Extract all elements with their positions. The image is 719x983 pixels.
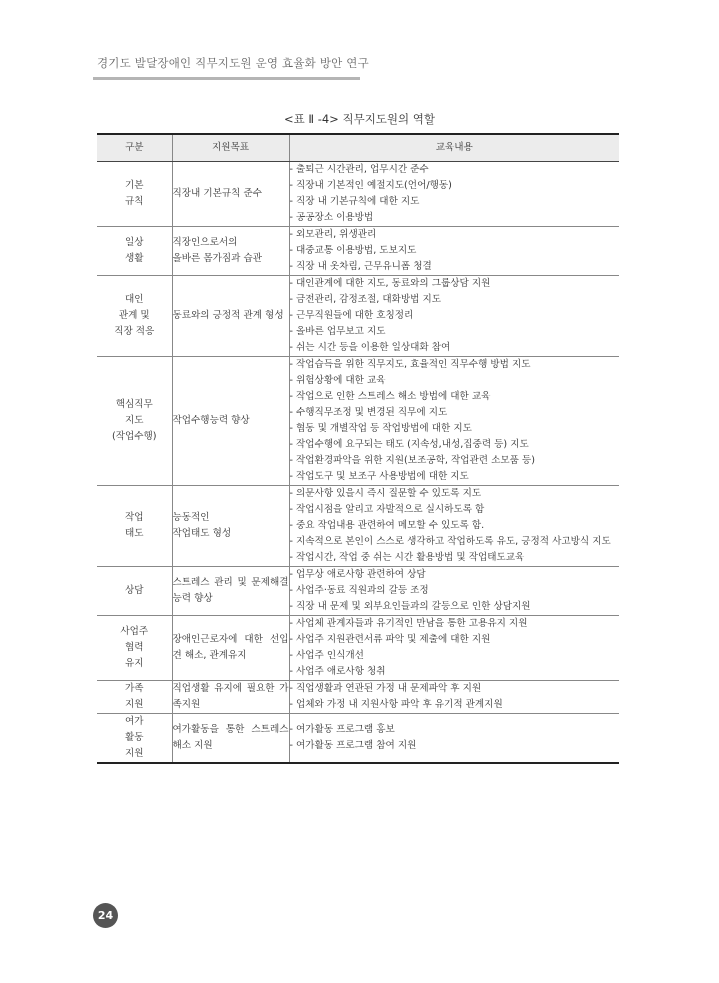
content-item: - 출퇴근 시간관리, 업무시간 준수 <box>289 164 429 175</box>
content-item: - 작업시점을 알리고 자발적으로 실시하도록 함 <box>289 504 485 515</box>
content-item: - 지속적으로 본인이 스스로 생각하고 작업하도록 유도, 긍정적 사고방식 지도 <box>289 536 611 547</box>
content-item: - 근무직원들에 대한 호칭정리 <box>289 310 414 321</box>
content-item: - 협동 및 개별작업 등 작업방법에 대한 지도 <box>289 423 472 434</box>
category-line: 협력 <box>124 642 144 653</box>
content-item: - 위험상황에 대한 교육 <box>289 375 386 386</box>
content-item: - 업체와 가정 내 지원사항 파악 후 유기적 관계지원 <box>289 699 503 710</box>
category-line: 활동 <box>124 732 144 743</box>
content-list <box>290 567 620 615</box>
category-line: 일상 <box>124 237 144 248</box>
category-line: (작업수행) <box>111 431 157 442</box>
goal-line: 직장인으로서의 <box>172 237 238 248</box>
category-line: 태도 <box>124 528 144 539</box>
row-category <box>97 227 172 276</box>
content-item: - 대중교통 이용방법, 도보지도 <box>289 245 417 256</box>
goal-line: 스트레스 관리 및 문제해결능력 향상 <box>172 577 289 604</box>
category-line: 유지 <box>124 658 144 669</box>
header-rule <box>93 77 360 80</box>
content-item: - 직업생활과 연관된 가정 내 문제파악 후 지원 <box>289 683 482 694</box>
table-row <box>97 714 619 764</box>
row-category <box>97 276 172 357</box>
content-list <box>290 357 620 485</box>
row-content <box>289 357 619 486</box>
table-row <box>97 567 619 616</box>
header-content: 교육내용 <box>289 134 619 162</box>
row-category <box>97 714 172 764</box>
category-line: 사업주 <box>120 626 149 637</box>
table-row <box>97 162 619 227</box>
row-goal <box>172 714 289 764</box>
content-item: - 대인관계에 대한 지도, 동료와의 그룹상담 지원 <box>289 278 491 289</box>
row-category <box>97 162 172 227</box>
content-item: - 사업주 애로사항 청취 <box>289 666 386 677</box>
category-line: 규칙 <box>124 196 144 207</box>
goal-line: 장애인근로자에 대한 선입견 해소, 관계유지 <box>172 634 289 661</box>
running-header: 경기도 발달장애인 직무지도원 운영 효율화 방안 연구 <box>97 56 369 70</box>
goal-line: 작업태도 형성 <box>172 528 232 539</box>
row-content <box>289 567 619 616</box>
content-item: - 작업습득을 위한 직무지도, 효율적인 직무수행 방법 지도 <box>289 359 531 370</box>
content-list <box>290 616 620 680</box>
category-line: 직장 적응 <box>114 326 155 337</box>
category-line: 지도 <box>124 415 144 426</box>
category-line: 생활 <box>124 253 144 264</box>
category-line: 지원 <box>124 748 144 759</box>
row-content <box>289 227 619 276</box>
goal-line: 작업수행능력 향상 <box>172 415 250 426</box>
content-item: - 업무상 애로사항 관련하여 상담 <box>289 569 426 580</box>
row-content <box>289 486 619 567</box>
table-row <box>97 486 619 567</box>
row-category <box>97 616 172 681</box>
content-item: - 작업시간, 작업 중 쉬는 시간 활용방법 및 작업태도교육 <box>289 552 525 563</box>
content-list <box>290 276 620 356</box>
row-goal <box>172 681 289 714</box>
content-list <box>290 162 620 226</box>
header-category: 구분 <box>97 134 172 162</box>
table-row <box>97 276 619 357</box>
row-content <box>289 276 619 357</box>
row-goal <box>172 227 289 276</box>
row-category <box>97 357 172 486</box>
table-row <box>97 357 619 486</box>
row-goal <box>172 162 289 227</box>
content-item: - 올바른 업무보고 지도 <box>289 326 386 337</box>
page-number: 24 <box>93 903 118 928</box>
content-list <box>290 681 620 713</box>
content-item: - 사업주 지원관련서류 파악 및 제출에 대한 지원 <box>289 634 491 645</box>
row-goal <box>172 276 289 357</box>
content-item: - 작업환경파악을 위한 지원(보조공학, 작업관련 소모품 등) <box>289 455 535 466</box>
category-line: 핵심직무 <box>115 399 153 410</box>
goal-line: 직장내 기본규칙 준수 <box>172 188 263 199</box>
content-item: - 의문사항 있을시 즉시 질문할 수 있도록 지도 <box>289 488 482 499</box>
table-row <box>97 616 619 681</box>
content-list <box>290 722 620 754</box>
goal-line: 직업생활 유지에 필요한 가족지원 <box>172 683 289 710</box>
category-line: 상담 <box>124 585 144 596</box>
header-goal: 지원목표 <box>172 134 289 162</box>
content-item: - 금전관리, 감정조절, 대화방법 지도 <box>289 294 442 305</box>
row-category <box>97 486 172 567</box>
category-line: 지원 <box>124 699 144 710</box>
content-item: - 중요 작업내용 관련하여 메모할 수 있도록 함. <box>289 520 485 531</box>
content-item: - 공공장소 이용방법 <box>289 212 374 223</box>
row-goal <box>172 486 289 567</box>
category-line: 대인 <box>124 294 144 305</box>
content-item: - 작업도구 및 보조구 사용방법에 대한 지도 <box>289 471 469 482</box>
content-list <box>290 227 620 275</box>
row-content <box>289 616 619 681</box>
content-item: - 수행직무조정 및 변경된 직무에 지도 <box>289 407 448 418</box>
table-body <box>97 162 619 764</box>
content-item: - 외모관리, 위생관리 <box>289 229 377 240</box>
row-category <box>97 567 172 616</box>
table-row <box>97 681 619 714</box>
content-item: - 직장 내 기본규칙에 대한 지도 <box>289 196 420 207</box>
category-line: 관계 및 <box>118 310 150 321</box>
content-item: - 직장 내 문제 및 외부요인들과의 갈등으로 인한 상담지원 <box>289 601 531 612</box>
content-item: - 사업주 인식개선 <box>289 650 364 661</box>
content-item: - 사업주·동료 직원과의 갈등 조정 <box>289 585 429 596</box>
content-item: - 직장 내 옷차림, 근무유니폼 청결 <box>289 261 432 272</box>
content-item: - 작업수행에 요구되는 태도 (지속성,내성,집중력 등) 지도 <box>289 439 529 450</box>
content-list <box>290 486 620 566</box>
table-row <box>97 227 619 276</box>
category-line: 작업 <box>124 512 144 523</box>
content-item: - 작업으로 인한 스트레스 해소 방법에 대한 교육 <box>289 391 491 402</box>
row-content <box>289 681 619 714</box>
content-item: - 직장내 기본적인 예절지도(언어/행동) <box>289 180 452 191</box>
goal-line: 동료와의 긍정적 관계 형성 <box>172 310 284 321</box>
row-goal <box>172 567 289 616</box>
job-coach-roles-table <box>97 133 619 764</box>
content-item: - 여가활동 프로그램 홍보 <box>289 724 395 735</box>
row-content <box>289 162 619 227</box>
goal-line: 올바른 몸가짐과 습관 <box>172 253 263 264</box>
row-content <box>289 714 619 764</box>
category-line: 여가 <box>124 716 144 727</box>
goal-line: 능동적인 <box>172 512 210 523</box>
row-category <box>97 681 172 714</box>
table-header-row <box>97 134 619 162</box>
content-item: - 여가활동 프로그램 참여 지원 <box>289 740 417 751</box>
row-goal <box>172 616 289 681</box>
content-item: - 사업체 관계자들과 유기적인 만남을 통한 고용유지 지원 <box>289 618 528 629</box>
row-goal <box>172 357 289 486</box>
table-caption: <표 Ⅱ -4> 직무지도원의 역할 <box>284 112 435 126</box>
category-line: 가족 <box>124 683 144 694</box>
content-item: - 쉬는 시간 등을 이용한 일상대화 참여 <box>289 342 451 353</box>
category-line: 기본 <box>124 180 144 191</box>
goal-line: 여가활동을 통한 스트레스 해소 지원 <box>172 724 289 751</box>
